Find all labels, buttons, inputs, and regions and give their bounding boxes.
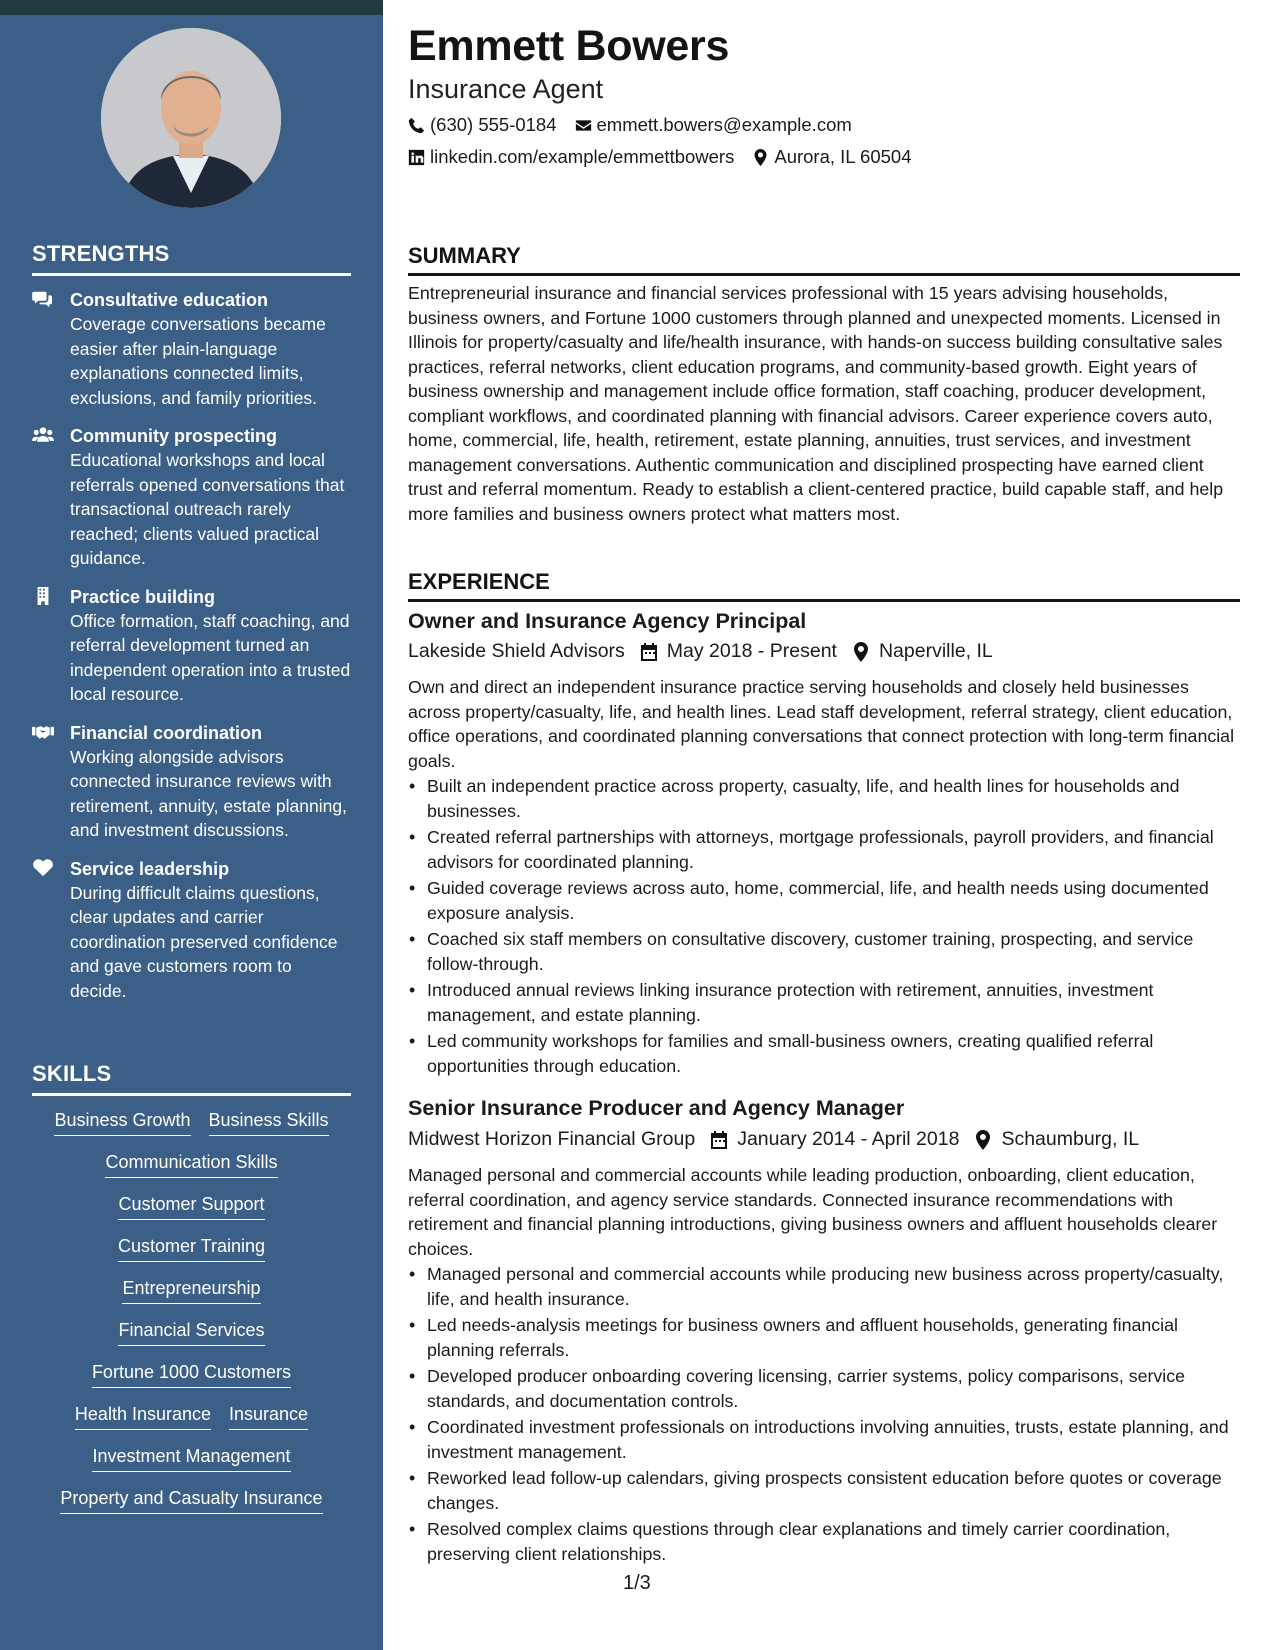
skill-tag: Communication Skills [105,1150,277,1178]
job-description: Managed personal and commercial accounts while leading production, onboarding, client education, referral coordination, and agency service standards. Connected insurance recommendations with retirement and financial planning introductions, giving business owners and affluent households clearer choices. [408,1165,1218,1259]
linkedin-icon [408,149,425,166]
skill-tag: Customer Training [118,1234,265,1262]
map-pin-icon [752,149,769,166]
phone-icon [408,117,425,134]
candidate-name: Emmett Bowers [408,22,730,70]
building-icon [32,585,70,707]
list-item: • Resolved complex claims questions through clear explanations and timely carrier coordination, preserving client relationships. [408,1517,1240,1566]
linkedin-text: linkedin.com/example/emmettbowers [430,146,735,167]
page-number: 1/3 [623,1572,651,1594]
list-item: • Reworked lead follow-up calendars, giving prospects consistent education before quotes or coverage changes. [408,1466,1240,1515]
email-contact[interactable] [575,114,852,136]
strength-item [32,288,352,410]
experience-heading: EXPERIENCE [408,569,1240,602]
job-meta [408,1128,1139,1151]
list-item: • Coached six staff members on consultative discovery, customer training, prospecting, and service follow-through. [408,927,1240,976]
strength-item [32,424,352,571]
strength-text: Office formation, staff coaching, and referral development turned an independent operation into a trusted local resource. [70,610,351,704]
strength-title: Financial coordination [70,722,263,743]
skill-tag: Entrepreneurship [122,1276,260,1304]
strength-text: Coverage conversations became easier after plain-language explanations connected limits, exclusions, and family priorities. [70,314,326,408]
strength-text: During difficult claims questions, clear updates and carrier coordination preserved confidence and gave customers room to decide. [70,882,338,1001]
map-pin-icon [973,1130,993,1150]
skill-tag: Fortune 1000 Customers [92,1360,291,1388]
skills-heading: SKILLS [32,1061,351,1096]
envelope-icon [575,117,592,134]
strengths-heading: STRENGTHS [32,241,351,276]
strengths-list [32,288,352,1017]
comments-icon [32,288,70,410]
job-bullets [408,774,1240,1080]
skill-tag: Business Growth [54,1108,190,1136]
job-meta [408,640,993,663]
linkedin-contact[interactable] [408,146,734,168]
company-name: Lakeside Shield Advisors [408,640,625,662]
job-dates: January 2014 - April 2018 [737,1128,960,1150]
strength-item [32,585,352,707]
list-item: • Coordinated investment professionals on introductions involving annuities, trusts, estate planning, and investment management. [408,1415,1240,1464]
sidebar-top-bar [0,0,383,15]
strength-item [32,857,352,1004]
list-item: • Created referral partnerships with attorneys, mortgage professionals, payroll providers, and financial advisors for coordinated planning. [408,825,1240,874]
location-text: Aurora, IL 60504 [774,146,912,167]
job-location: Schaumburg, IL [1001,1128,1140,1150]
company-name: Midwest Horizon Financial Group [408,1128,696,1150]
contact-row [408,146,912,168]
list-item: • Built an independent practice across property, casualty, life, and health lines for households and businesses. [408,774,1240,823]
sidebar [0,0,383,1650]
list-item: • Developed producer onboarding covering licensing, carrier systems, policy comparisons, service standards, and documentation controls. [408,1364,1240,1413]
candidate-role: Insurance Agent [408,74,604,104]
list-item: • Managed personal and commercial accounts while producing new business across property/casualty, life, and health insurance. [408,1262,1240,1311]
job-location: Naperville, IL [878,640,993,662]
users-icon [32,424,70,571]
strength-title: Community prospecting [70,426,278,446]
list-item: • Led community workshops for families and small-business owners, creating qualified referral opportunities through education. [408,1029,1240,1078]
job-bullets [408,1262,1240,1568]
skills-list [32,1108,351,1528]
heart-icon [32,857,70,1004]
calendar-icon [709,1130,729,1150]
avatar [101,28,281,208]
skill-tag: Business Skills [209,1108,329,1136]
skill-tag: Customer Support [118,1192,264,1220]
location-contact [752,146,911,168]
strength-title: Service leadership [70,858,230,879]
phone-text: (630) 555-0184 [430,114,557,135]
phone-contact[interactable] [408,114,557,136]
strength-text: Educational workshops and local referrals opened conversations that transactional outreach rarely reached; clients valued practical guidance. [70,450,345,568]
job-description: Own and direct an independent insurance practice serving households and closely held businesses across property/casualty, life, and health lines. Lead staff development, referral strategy, client education, office operations, and coordinated planning conversations that connect protection with long-term financial goals. [408,677,1235,771]
handshake-icon [32,721,70,843]
skill-tag: Health Insurance [75,1402,211,1430]
job-dates: May 2018 - Present [666,640,837,662]
strength-text: Working alongside advisors connected insurance reviews with retirement, annuity, estate planning, and investment discussions. [70,746,347,840]
skill-tag: Insurance [229,1402,308,1430]
contact-row [408,114,852,136]
strength-item [32,721,352,843]
list-item: • Led needs-analysis meetings for business owners and affluent households, generating financial planning referrals. [408,1313,1240,1362]
summary-heading: SUMMARY [408,243,1240,276]
summary-text: Entrepreneurial insurance and financial services professional with 15 years advising households, business owners, and Fortune 1000 customers through planned and unexpected moments. Licensed in Illinois for property/casualty and life/health insurance, with hands-on success building consultative sales practices, referral networks, client education programs, and community-based growth. Eight years of business ownership and management include office formation, staff coaching, producer development, compliant workflows, and coordinated planning with financial advisors. Career experience covers auto, home, commercial, life, health, retirement, estate planning, annuities, trust services, and investment management conversations. Authentic communication and disciplined prospecting have earned client trust and referral momentum. Ready to establish a client-centered practice, build capable staff, and help more families and business owners protect what matters most. [408,283,1224,524]
skill-tag: Property and Casualty Insurance [60,1486,322,1514]
skill-tag: Financial Services [118,1318,264,1346]
list-item: • Introduced annual reviews linking insurance protection with retirement, annuities, investment management, and estate planning. [408,978,1240,1027]
job-title: Owner and Insurance Agency Principal [408,609,807,633]
avatar-photo [101,28,281,208]
job-title: Senior Insurance Producer and Agency Manager [408,1096,905,1120]
list-item: • Guided coverage reviews across auto, home, commercial, life, and health needs using documented exposure analysis. [408,876,1240,925]
email-text: emmett.bowers@example.com [596,114,852,135]
map-pin-icon [851,642,871,662]
skill-tag: Investment Management [92,1444,290,1472]
strength-title: Consultative education [70,290,269,310]
strength-title: Practice building [70,586,216,607]
calendar-icon [639,642,659,662]
